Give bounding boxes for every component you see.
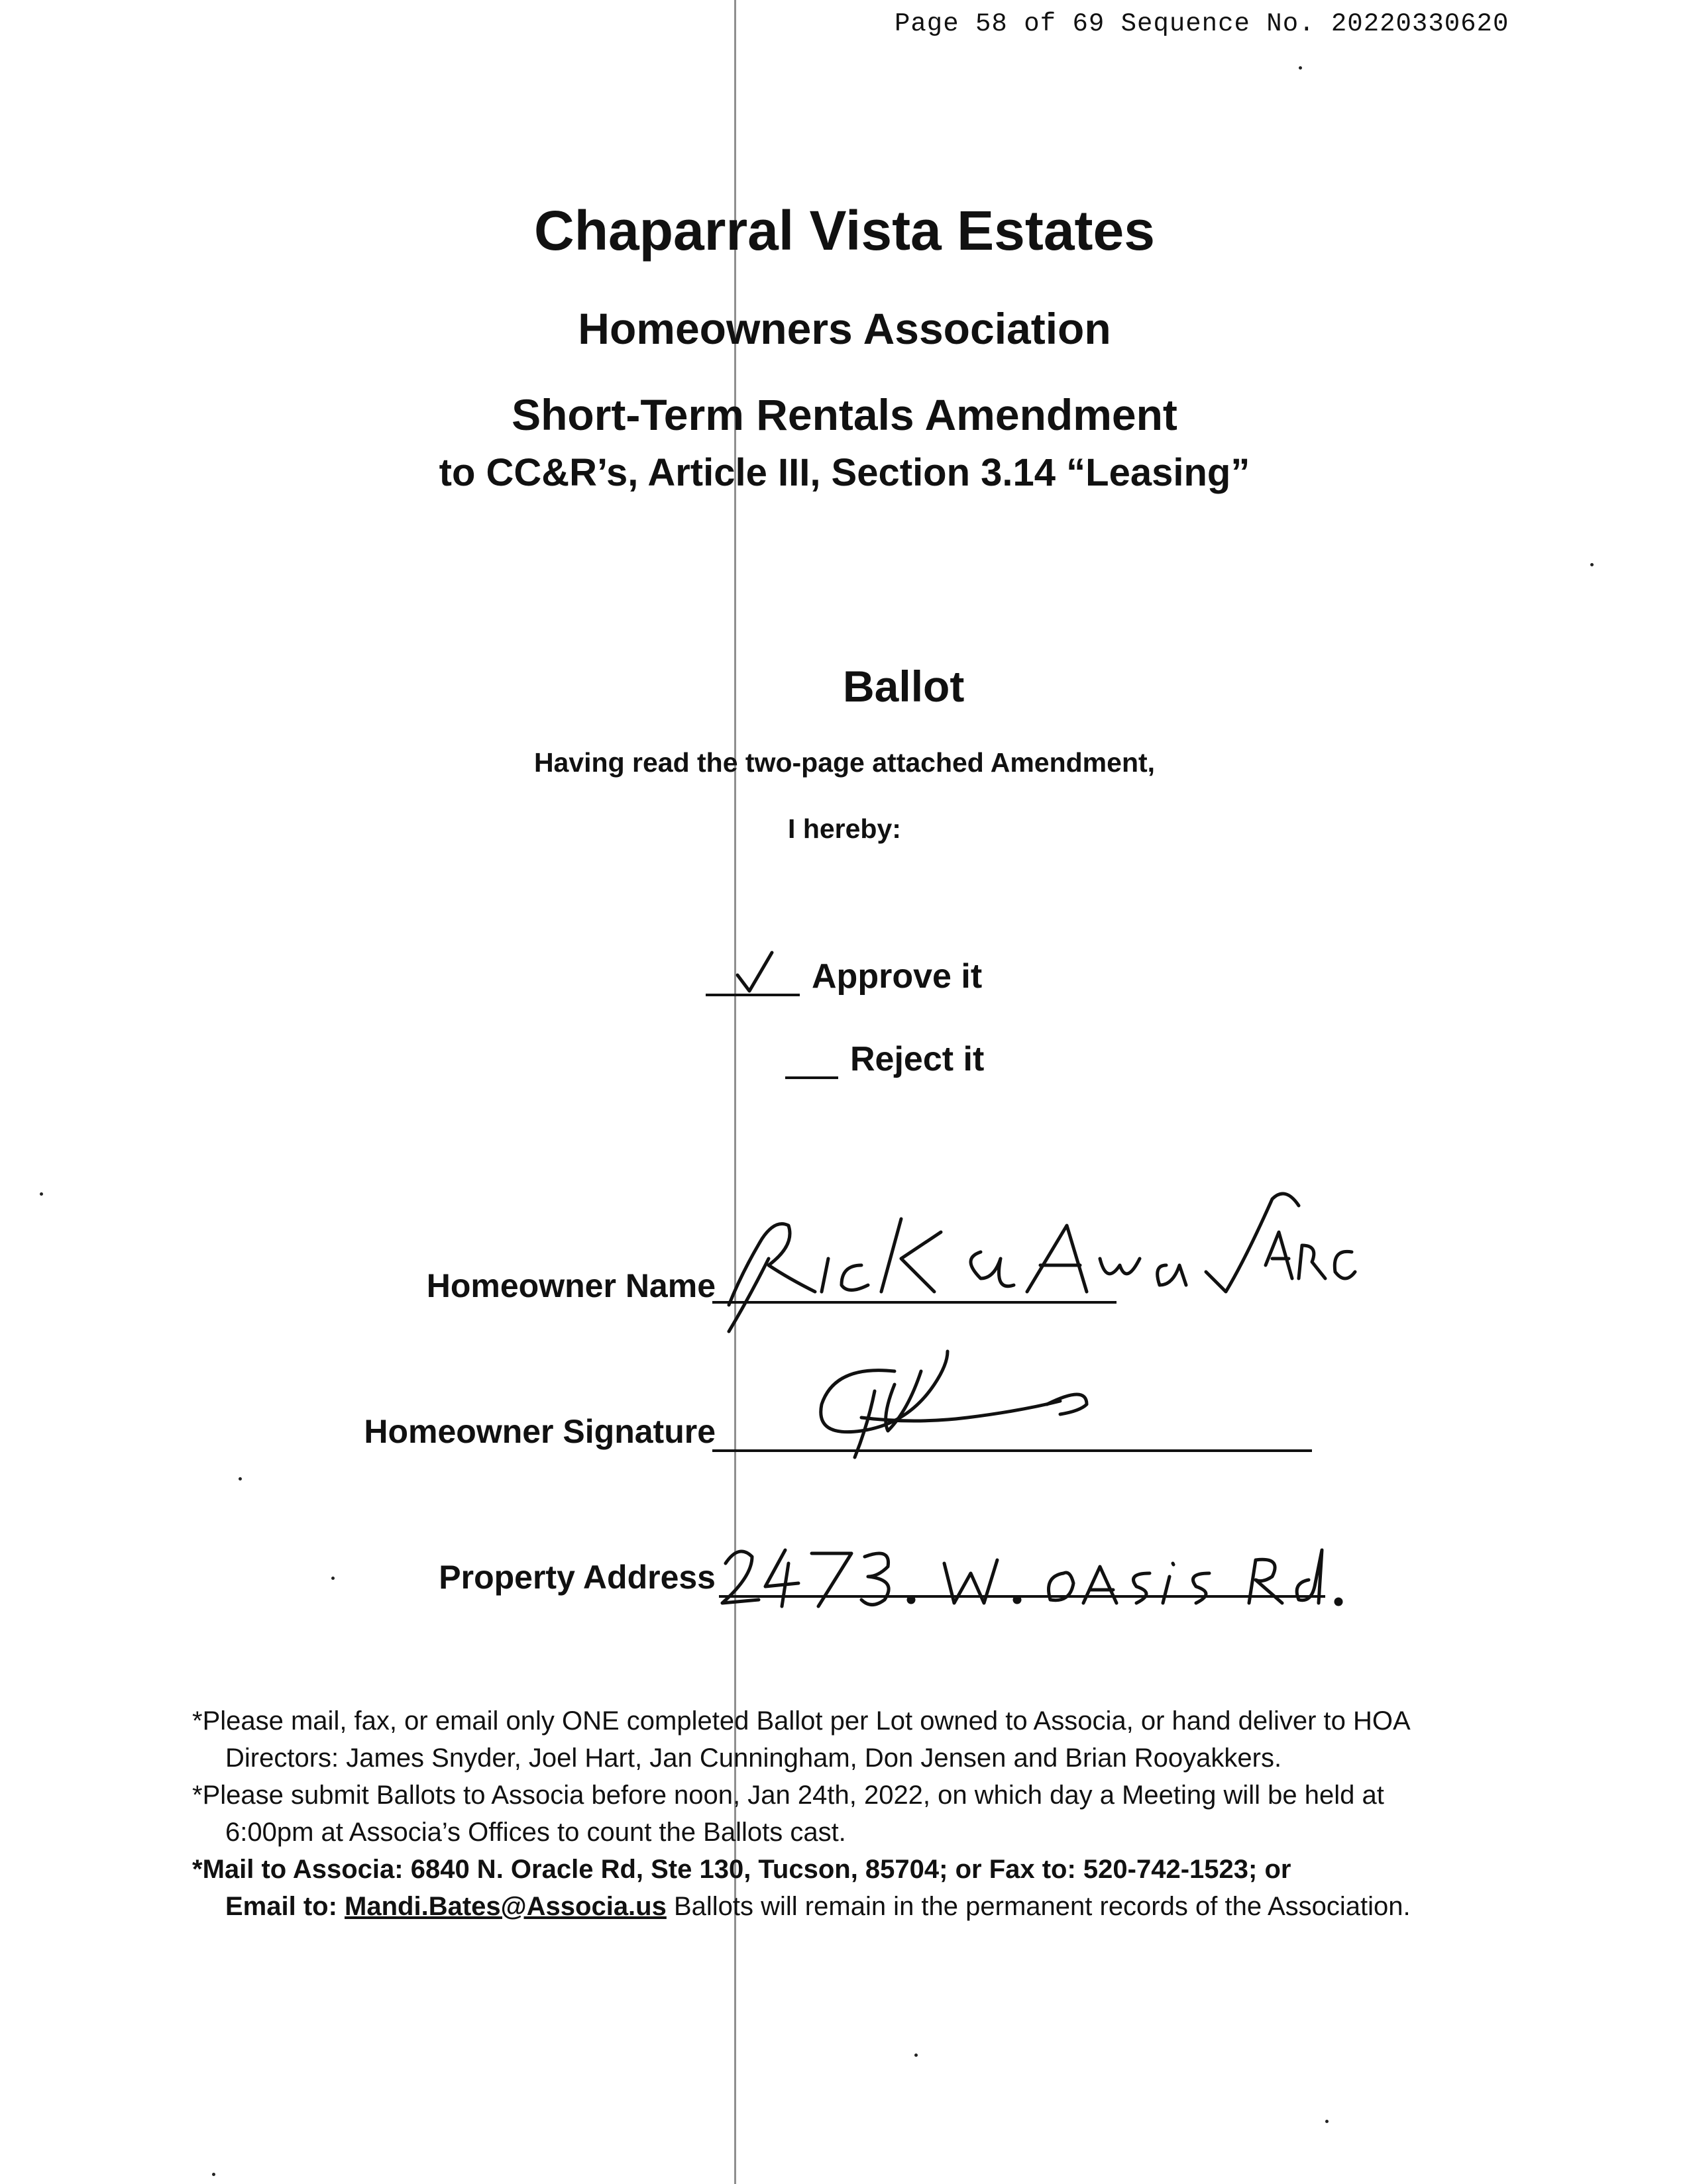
instruction-deadline-line1: *Please submit Ballots to Associa before noon, Jan 24th, 2022, on which day a Meeting will be held at: [192, 1781, 1384, 1810]
homeowner-signature-image: [795, 1331, 1140, 1471]
reject-option[interactable]: [785, 1037, 984, 1079]
scan-speck: [40, 1192, 43, 1196]
instruction-delivery: [192, 1702, 1517, 1777]
scan-speck: [1325, 2120, 1329, 2123]
reject-blank[interactable]: [785, 1037, 838, 1079]
instruction-delivery-line1: *Please mail, fax, or email only ONE completed Ballot per Lot owned to Associa, or hand deliver to HOA: [192, 1706, 1411, 1736]
association-subtitle: Homeowners Association: [578, 304, 1111, 353]
approve-label: Approve it: [812, 957, 983, 996]
instruction-deadline-line2: 6:00pm at Associa’s Offices to count the Ballots cast.: [225, 1818, 846, 1847]
scan-speck: [212, 2173, 215, 2176]
ballot-hereby-text: I hereby:: [788, 813, 901, 844]
instruction-deadline: [192, 1777, 1517, 1851]
reject-label: Reject it: [850, 1040, 985, 1078]
property-address-label: Property Address: [439, 1559, 716, 1596]
approve-option[interactable]: [706, 954, 982, 996]
association-title: Chaparral Vista Estates: [534, 199, 1155, 262]
instruction-delivery-line2: Directors: James Snyder, Joel Hart, Jan Cunningham, Don Jensen and Brian Rooyakkers.: [225, 1743, 1282, 1773]
instruction-contact: [192, 1851, 1517, 1925]
homeowner-signature-label: Homeowner Signature: [364, 1413, 716, 1450]
associa-email-link[interactable]: Mandi.Bates@Associa.us: [345, 1892, 667, 1921]
ballot-instructions: [192, 1702, 1517, 1925]
records-note: Ballots will remain in the permanent records of the Association.: [666, 1892, 1411, 1921]
ballot-intro-text: Having read the two-page attached Amendment,: [533, 747, 1156, 778]
scan-speck: [239, 1477, 242, 1481]
scan-speck: [1590, 563, 1594, 566]
property-address-field: [358, 1550, 716, 1596]
ballot-heading: Ballot: [843, 662, 965, 711]
scan-speck: [331, 1577, 335, 1580]
check-mark-icon: [732, 950, 779, 996]
amendment-reference: to CC&R’s, Article III, Section 3.14 “Leasing”: [439, 451, 1250, 494]
amendment-title: Short-Term Rentals Amendment: [512, 390, 1177, 439]
homeowner-name-field: [331, 1259, 716, 1305]
instruction-contact-line2: [192, 1888, 1517, 1925]
ballot-hereby: [0, 813, 1689, 845]
page-sequence-header: Page 58 of 69 Sequence No. 20220330620: [895, 9, 1509, 38]
scan-speck: [914, 2054, 918, 2057]
scan-speck: [1299, 66, 1302, 70]
instruction-contact-line1: *Mail to Associa: 6840 N. Oracle Rd, Ste 130, Tucson, 85704; or Fax to: 520-742-1523; or: [192, 1855, 1291, 1884]
approve-blank[interactable]: [706, 954, 800, 996]
homeowner-signature-field: [278, 1404, 716, 1451]
homeowner-name-label: Homeowner Name: [426, 1267, 716, 1304]
homeowner-name-handwriting: [702, 1179, 1378, 1338]
ballot-intro: [0, 747, 1689, 778]
property-address-handwriting: [719, 1537, 1355, 1616]
email-prefix: Email to:: [225, 1892, 345, 1921]
